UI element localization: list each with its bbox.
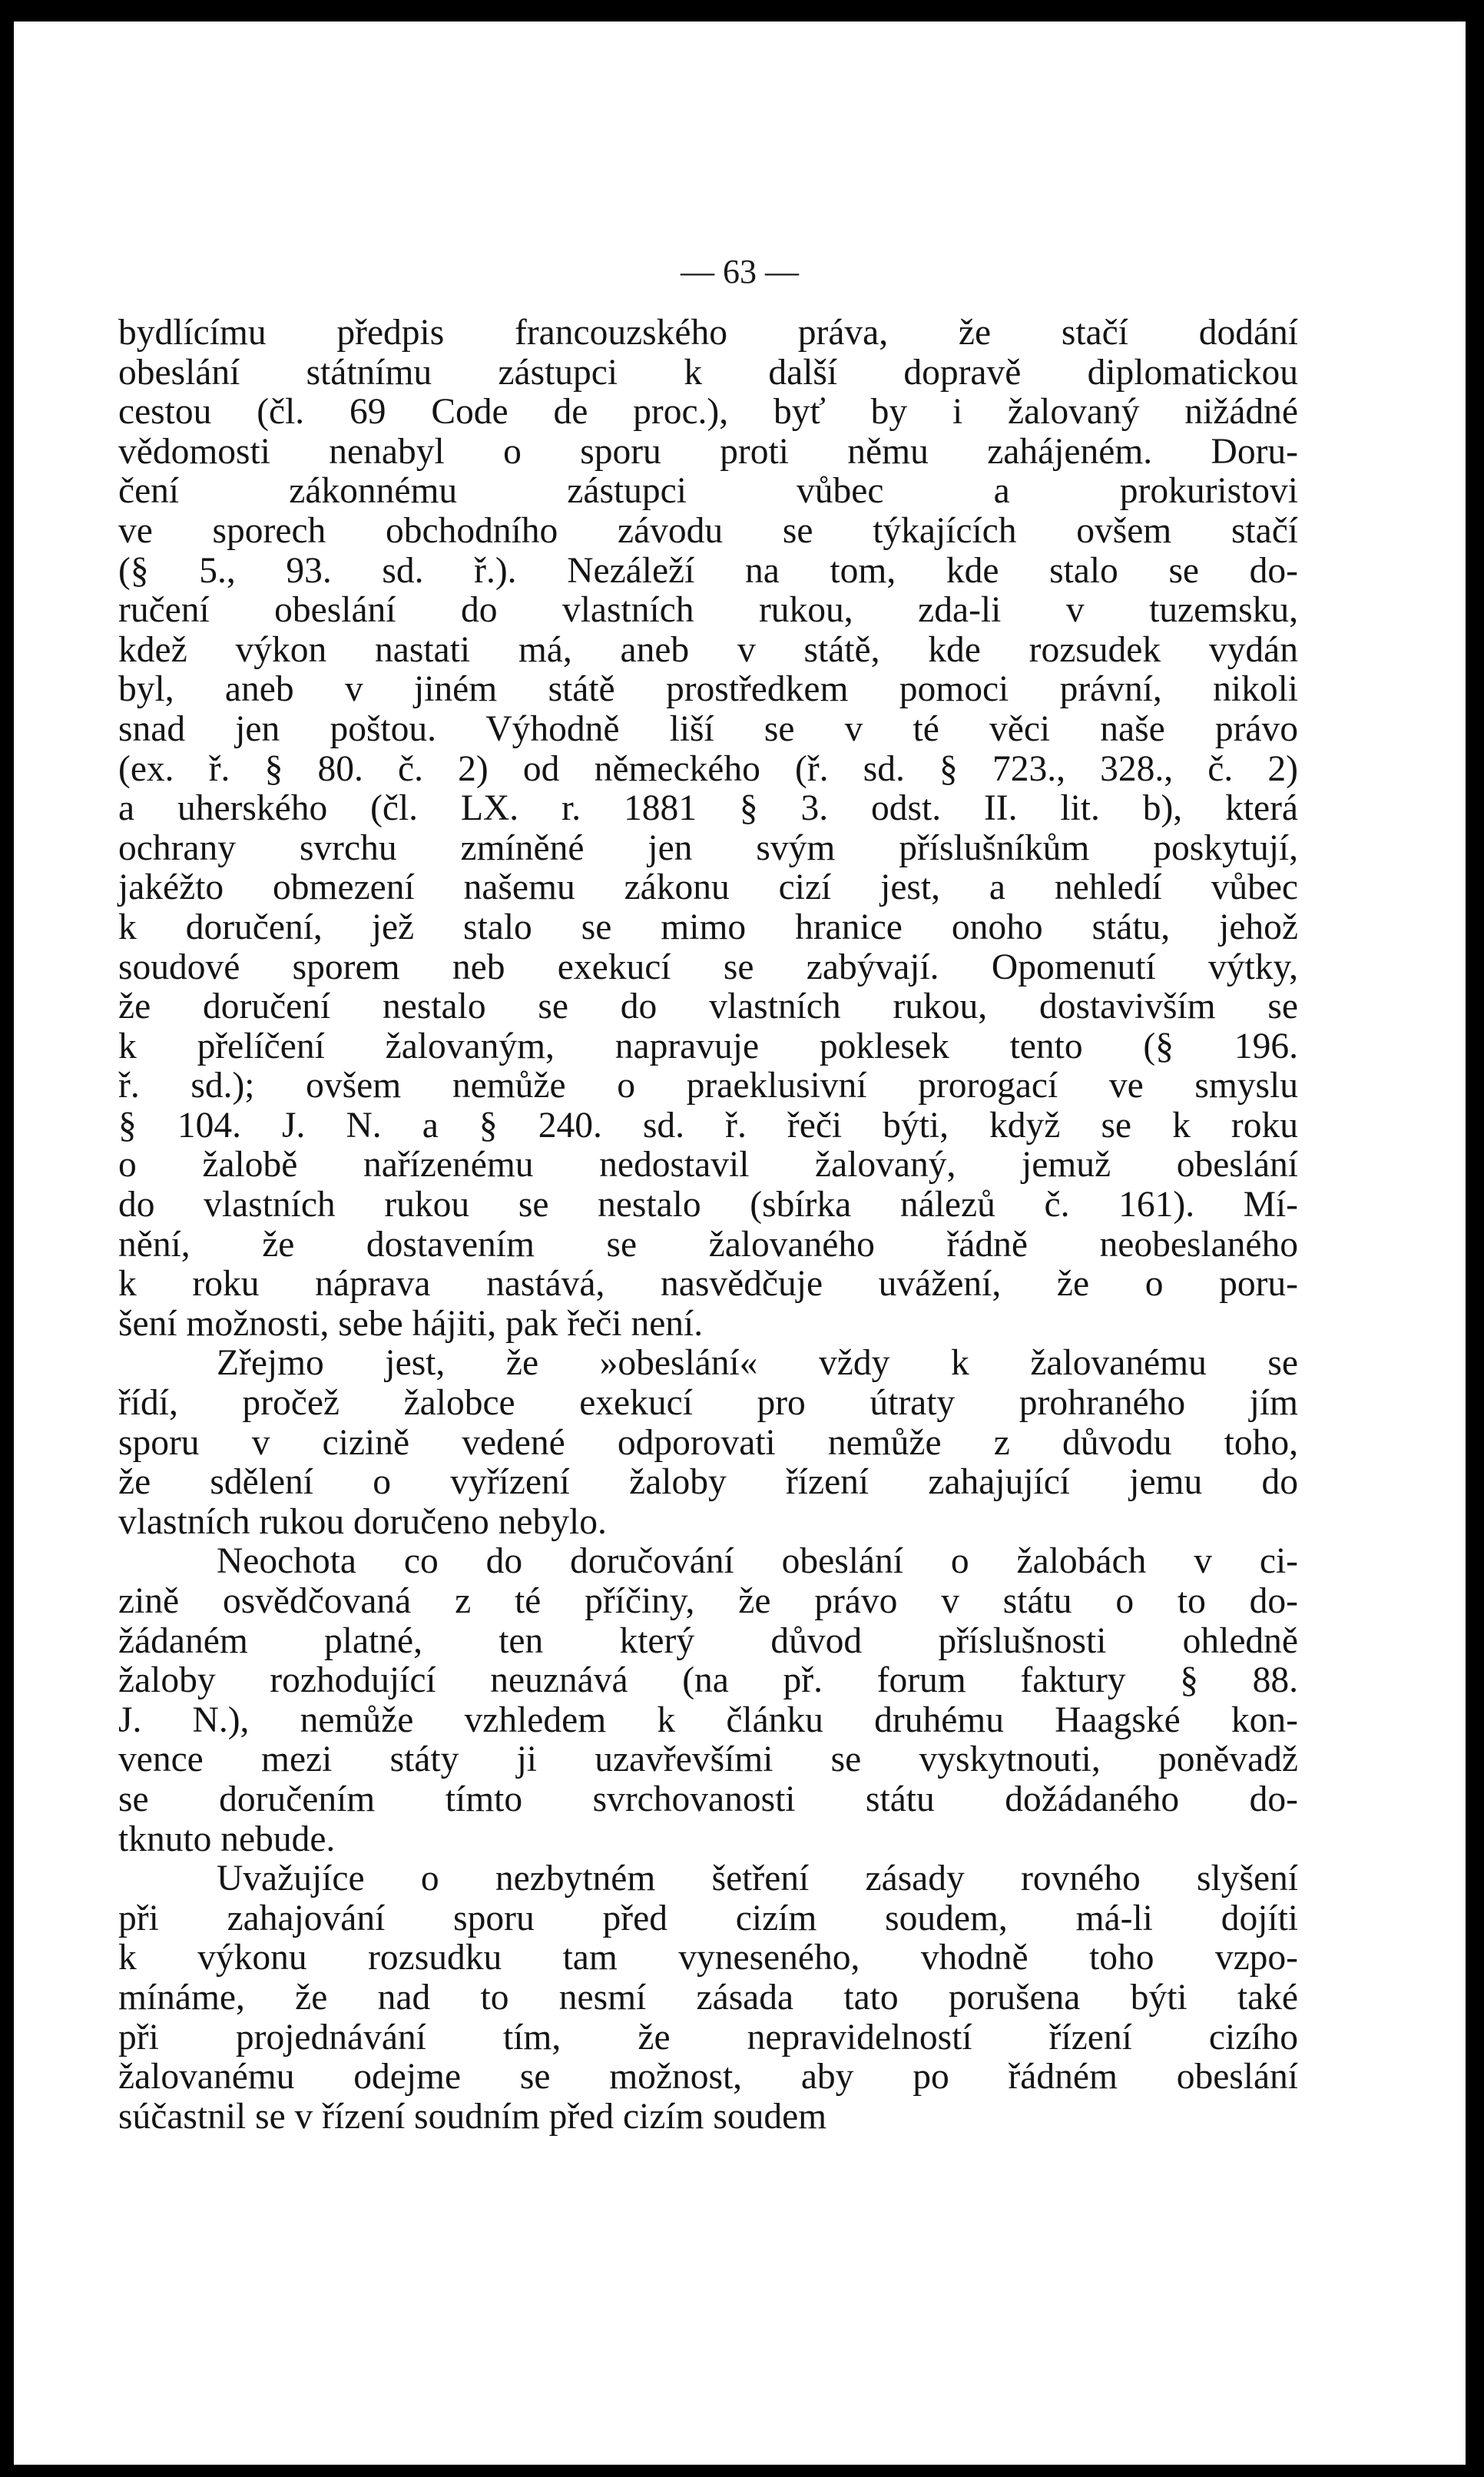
text-line: Zřejmo jest, že »obeslání« vždy k žalovanému se [217,1343,1298,1384]
text-line: snad jen poštou. Výhodně liší se v té věci naše právo [118,708,1298,749]
text-line: vence mezi státy ji uzavřevšími se vyskytnouti, poněvadž [118,1739,1298,1780]
text-line: vlastních rukou doručeno nebylo. [118,1501,607,1542]
text-line: J. N.), nemůže vzhledem k článku druhému Haagské kon- [118,1699,1298,1740]
text-line: ve sporech obchodního závodu se týkajících ovšem stačí [118,510,1298,551]
text-line: řídí, pročež žalobce exekucí pro útraty prohraného jím [118,1383,1298,1424]
text-line: tknuto nebude. [118,1819,336,1859]
text-line: žaloby rozhodující neuznává (na př. forum faktury § 88. [118,1660,1298,1701]
text-line: že sdělení o vyřízení žaloby řízení zahajující jemu do [118,1462,1298,1503]
text-line: do vlastních rukou se nestalo (sbírka nálezů č. 161). Mí- [118,1185,1298,1225]
text-line: (ex. ř. § 80. č. 2) od německého (ř. sd. § 723., 328., č. 2) [118,748,1298,789]
text-line: ručení obeslání do vlastních rukou, zda-li v tuzemsku, [118,590,1298,631]
text-line: při zahajování sporu před cizím soudem, má-li dojíti [118,1898,1298,1938]
text-line: bydlícímu předpis francouzského práva, že stačí dodání [118,313,1298,353]
text-line: Neochota co do doručování obeslání o žalobách v ci- [217,1541,1298,1582]
text-line: že doručení nestalo se do vlastních rukou, dostavivším se [118,986,1298,1027]
text-line: soudové sporem neb exekucí se zabývají. Opomenutí výtky, [118,947,1298,987]
text-line: sporu v cizině vedené odporovati nemůže z důvodu toho, [118,1422,1298,1463]
text-line: vědomosti nenabyl o sporu proti němu zahájeném. Doru- [118,431,1298,472]
page-number: — 63 — [681,253,799,290]
text-line: nění, že dostavením se žalovaného řádně neobeslaného [118,1224,1298,1265]
text-line: ochrany svrchu zmíněné jen svým příslušníkům poskytují, [118,827,1298,868]
text-line: jakéžto obmezení našemu zákonu cizí jest, a nehledí vůbec [118,867,1298,908]
text-line: šení možnosti, sebe hájiti, pak řeči není. [118,1303,704,1344]
text-line: při projednávání tím, že nepravidelností řízení cizího [118,2017,1298,2058]
text-line: cestou (čl. 69 Code de proc.), byť by i žalovaný nižádné [118,392,1298,433]
text-line: žádaném platné, ten který důvod příslušnosti ohledně [118,1620,1298,1661]
text-line: obeslání státnímu zástupci k další dopravě diplomatickou [118,352,1298,393]
text-line: k roku náprava nastává, nasvědčuje uvážení, že o poru- [118,1264,1298,1305]
text-line: kdež výkon nastati má, aneb v státě, kde rozsudek vydán [118,629,1298,670]
text-line: byl, aneb v jiném státě prostředkem pomoci právní, nikoli [118,669,1298,710]
text-line: k výkonu rozsudku tam vyneseného, vhodně toho vzpo- [118,1938,1298,1978]
book-page [14,22,1466,2465]
text-line: a uherského (čl. LX. r. 1881 § 3. odst. II. lit. b), která [118,788,1298,829]
text-line: o žalobě nařízenému nedostavil žalovaný, jemuž obeslání [118,1145,1298,1185]
text-line: súčastnil se v řízení soudním před cizím soudem [118,2096,827,2137]
text-line: čení zákonnému zástupci vůbec a prokuristovi [118,471,1298,512]
text-line: § 104. J. N. a § 240. sd. ř. řeči býti, když se k roku [118,1105,1298,1146]
text-line: mínáme, že nad to nesmí zásada tato porušena býti také [118,1977,1298,2018]
text-line: k přelíčení žalovaným, napravuje poklesek tento (§ 196. [118,1026,1298,1066]
body-text [118,313,1298,2137]
text-line: Uvažujíce o nezbytném šetření zásady rovného slyšení [217,1859,1298,1899]
text-line: zině osvědčovaná z té příčiny, že právo v státu o to do- [118,1581,1298,1621]
text-line: žalovanému odejme se možnost, aby po řádném obeslání [118,2057,1298,2097]
text-line: (§ 5., 93. sd. ř.). Nezáleží na tom, kde stalo se do- [118,550,1298,591]
text-line: se doručením tímto svrchovanosti státu dožádaného do- [118,1779,1298,1819]
text-line: k doručení, jež stalo se mimo hranice onoho státu, jehož [118,907,1298,947]
text-line: ř. sd.); ovšem nemůže o praeklusivní prorogací ve smyslu [118,1066,1298,1106]
